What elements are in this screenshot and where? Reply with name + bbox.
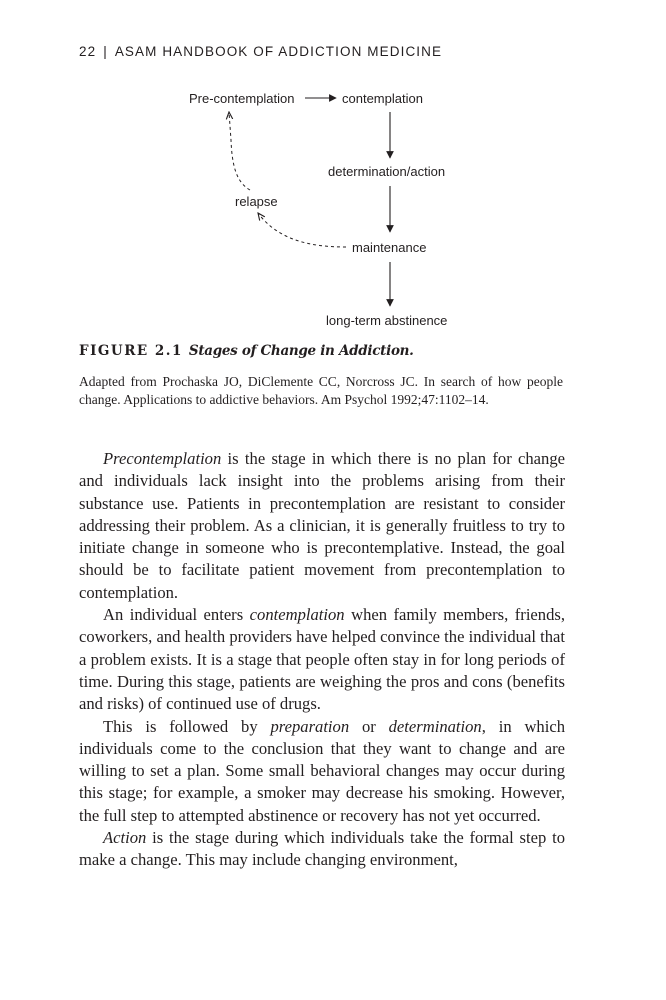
term-action: Action xyxy=(103,828,147,848)
header-separator: | xyxy=(103,44,108,59)
paragraph-text: or xyxy=(349,716,389,736)
paragraph-text: when family members, friends, coworkers, and health providers have helped convince the individual that a problem exists. It is a stage that people often stay in for long periods of time. During this stage, patients are weighing the pros and cons (benefits and risks) of continued use of drugs. xyxy=(79,605,565,714)
body-text xyxy=(79,448,565,872)
node-abstinence: long-term abstinence xyxy=(326,313,448,328)
page-number: 22 xyxy=(79,44,97,59)
term-preparation: preparation xyxy=(270,716,350,736)
node-determination: determination/action xyxy=(328,164,446,179)
node-contemplation: contemplation xyxy=(342,91,423,106)
arrow-maintenance-to-relapse xyxy=(258,213,346,247)
paragraph-precontemplation xyxy=(79,448,565,604)
node-maintenance: maintenance xyxy=(352,240,427,255)
term-determination: determination xyxy=(388,716,482,736)
figure-number: FIGURE 2.1 xyxy=(79,343,183,359)
paragraph-text: is the stage in which there is no plan for change and individuals lack insight into the problems arising from their substance use. Patients in precontemplation are resistant to consider addressing their problem. As a clinician, it is generally fruitless to try to initiate change in someone who is precontemplative. Instead, the goal should be to facilitate patient movement from precontemplation to contemplation. xyxy=(79,449,565,602)
paragraph-text: This is followed by xyxy=(103,716,271,736)
running-title: ASAM HANDBOOK OF ADDICTION MEDICINE xyxy=(114,44,443,59)
figure-caption xyxy=(79,343,414,359)
term-precontemplation: Precontemplation xyxy=(103,449,222,468)
term-contemplation: contemplation xyxy=(249,605,345,625)
node-precontemplation: Pre-contemplation xyxy=(189,91,295,106)
paragraph-text: , in which individuals come to the conclusion that they want to change and are willing to set a plan. Some small behavioral changes may occur during this stage; for example, a smoker may decrease his smoking. However, the full step to attempted abstinence or recovery has not yet occurred. xyxy=(79,716,565,825)
paragraph-text: is the stage during which individuals take the formal step to make a change. This may include changing environment, xyxy=(79,828,565,870)
figure-title: Stages of Change in Addiction. xyxy=(188,343,414,359)
stages-of-change-diagram xyxy=(0,0,666,340)
paragraph-contemplation xyxy=(79,604,565,715)
figure-source-note: Adapted from Prochaska JO, DiClemente CC, Norcross JC. In search of how people change. Applications to addictive behaviors. Am Psychol 1992;47:1102–14. xyxy=(79,374,563,407)
node-relapse: relapse xyxy=(235,194,278,209)
paragraph-preparation xyxy=(79,716,565,827)
paragraph-text: An individual enters xyxy=(103,605,250,625)
arrow-relapse-to-precontemplation xyxy=(229,112,250,190)
paragraph-action xyxy=(79,827,565,872)
